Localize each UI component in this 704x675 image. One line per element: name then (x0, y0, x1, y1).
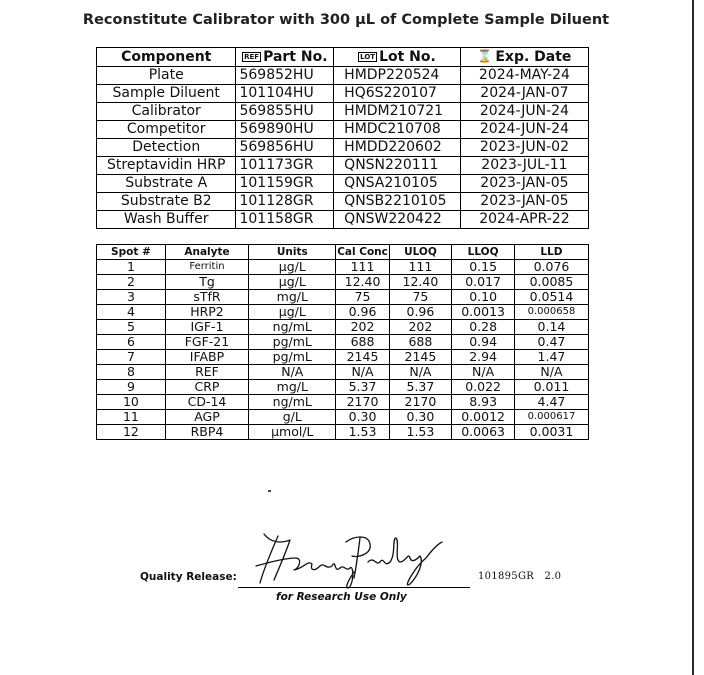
lot-header-label: Lot No. (379, 48, 436, 65)
exp-column-header (460, 48, 588, 67)
spot-row (97, 320, 589, 335)
spot-number-cell: 8 (97, 365, 166, 380)
analyte-cell: sTfR (165, 290, 248, 305)
spot-row (97, 260, 589, 275)
analyte-cell: REF (165, 365, 248, 380)
component-row (97, 139, 589, 157)
spot-number-cell: 10 (97, 395, 166, 410)
lot-column-header (334, 48, 461, 67)
lloq-cell: 0.022 (452, 380, 515, 395)
units-cell: µg/L (249, 305, 336, 320)
lld-column-header: LLD (514, 245, 588, 260)
lld-cell: 0.000658 (514, 305, 588, 320)
cal-conc-cell: 688 (336, 335, 389, 350)
doc-version: 2.0 (544, 571, 562, 582)
lloq-cell: 0.0063 (452, 425, 515, 440)
lot-number-cell: QNSB2210105 (334, 193, 461, 211)
exp-date-cell: 2024-JAN-07 (460, 85, 588, 103)
lld-cell: 4.47 (514, 395, 588, 410)
component-row (97, 211, 589, 229)
exp-header-label: Exp. Date (495, 49, 572, 65)
exp-date-cell: 2023-JUL-11 (460, 157, 588, 175)
cal-conc-cell: 1.53 (336, 425, 389, 440)
units-cell: µg/L (249, 275, 336, 290)
spots-body (97, 260, 589, 440)
uloq-cell: 1.53 (389, 425, 452, 440)
lld-cell: 0.0514 (514, 290, 588, 305)
units-cell: mg/L (249, 290, 336, 305)
lld-cell: 0.47 (514, 335, 588, 350)
ref-symbol-icon: REF (244, 52, 260, 61)
spot-number-column-header: Spot # (97, 245, 166, 260)
lot-symbol-icon: LOT (360, 52, 376, 61)
units-cell: pg/mL (249, 335, 336, 350)
part-number-cell: 101159GR (236, 175, 334, 193)
uloq-cell: 688 (389, 335, 452, 350)
analyte-cell: AGP (165, 410, 248, 425)
units-cell: ng/mL (249, 395, 336, 410)
analyte-cell: HRP2 (165, 305, 248, 320)
part-header-label: Part No. (263, 48, 328, 65)
uloq-cell: 111 (389, 260, 452, 275)
exp-date-cell: 2023-JAN-05 (460, 193, 588, 211)
components-header-row (97, 48, 589, 67)
units-cell: ng/mL (249, 320, 336, 335)
research-use-notice: for Research Use Only (276, 591, 407, 603)
component-row (97, 67, 589, 85)
spot-row (97, 350, 589, 365)
uloq-cell: 0.96 (389, 305, 452, 320)
uloq-cell: N/A (389, 365, 452, 380)
part-number-cell: 569890HU (236, 121, 334, 139)
uloq-cell: 5.37 (389, 380, 452, 395)
lld-cell: 0.0085 (514, 275, 588, 290)
part-number-cell: 569852HU (236, 67, 334, 85)
uloq-cell: 2145 (389, 350, 452, 365)
cal-conc-cell: N/A (336, 365, 389, 380)
analyte-cell: CRP (165, 380, 248, 395)
lloq-cell: 0.017 (452, 275, 515, 290)
spot-number-cell: 6 (97, 335, 166, 350)
component-row (97, 157, 589, 175)
lloq-cell: 0.94 (452, 335, 515, 350)
units-cell: pg/mL (249, 350, 336, 365)
lloq-cell: 0.0013 (452, 305, 515, 320)
uloq-cell: 0.30 (389, 410, 452, 425)
lld-cell: 0.076 (514, 260, 588, 275)
signature-line (238, 587, 470, 588)
page-title: Reconstitute Calibrator with 300 µL of Complete Sample Diluent (82, 12, 610, 28)
lld-cell: N/A (514, 365, 588, 380)
lot-number-cell: HMDM210721 (334, 103, 461, 121)
component-cell: Calibrator (97, 103, 236, 121)
spot-number-cell: 11 (97, 410, 166, 425)
part-number-cell: 569856HU (236, 139, 334, 157)
part-column-header (236, 48, 334, 67)
lot-number-cell: QNSW220422 (334, 211, 461, 229)
spot-row (97, 290, 589, 305)
spot-number-cell: 9 (97, 380, 166, 395)
lloq-cell: 0.15 (452, 260, 515, 275)
document-number (478, 571, 561, 582)
stray-mark (268, 490, 271, 492)
components-body (97, 67, 589, 229)
component-cell: Substrate B2 (97, 193, 236, 211)
exp-date-cell: 2024-APR-22 (460, 211, 588, 229)
analyte-cell: IFABP (165, 350, 248, 365)
lloq-cell: 8.93 (452, 395, 515, 410)
lot-number-cell: HQ6S220107 (334, 85, 461, 103)
lld-cell: 0.011 (514, 380, 588, 395)
lloq-cell: N/A (452, 365, 515, 380)
units-cell: mg/L (249, 380, 336, 395)
spot-row (97, 395, 589, 410)
spot-number-cell: 2 (97, 275, 166, 290)
spot-number-cell: 5 (97, 320, 166, 335)
spot-row (97, 275, 589, 290)
lloq-cell: 0.0012 (452, 410, 515, 425)
spot-number-cell: 12 (97, 425, 166, 440)
page-edge-line (692, 0, 694, 675)
lld-cell: 1.47 (514, 350, 588, 365)
uloq-cell: 202 (389, 320, 452, 335)
component-cell: Detection (97, 139, 236, 157)
uloq-cell: 12.40 (389, 275, 452, 290)
component-cell: Competitor (97, 121, 236, 139)
lot-number-cell: QNSN220111 (334, 157, 461, 175)
exp-date-cell: 2023-JAN-05 (460, 175, 588, 193)
exp-date-cell: 2024-JUN-24 (460, 103, 588, 121)
uloq-column-header: ULOQ (389, 245, 452, 260)
units-cell: g/L (249, 410, 336, 425)
exp-date-cell: 2024-JUN-24 (460, 121, 588, 139)
cal-conc-column-header: Cal Conc (337, 246, 388, 258)
component-row (97, 121, 589, 139)
cal-conc-cell: 75 (336, 290, 389, 305)
component-row (97, 193, 589, 211)
part-number-cell: 101158GR (236, 211, 334, 229)
analyte-cell: IGF-1 (165, 320, 248, 335)
spot-number-cell: 7 (97, 350, 166, 365)
lot-number-cell: HMDD220602 (334, 139, 461, 157)
cal-conc-cell: 111 (336, 260, 389, 275)
component-cell: Wash Buffer (97, 211, 236, 229)
analyte-column-header: Analyte (165, 245, 248, 260)
components-table (96, 47, 589, 229)
lloq-column-header: LLOQ (452, 245, 515, 260)
cal-conc-cell: 2170 (336, 395, 389, 410)
component-row (97, 85, 589, 103)
units-cell: µmol/L (249, 425, 336, 440)
component-cell: Streptavidin HRP (97, 157, 236, 175)
spot-number-cell: 1 (97, 260, 166, 275)
analyte-cell: RBP4 (165, 425, 248, 440)
spots-header-row (97, 245, 589, 260)
spot-row (97, 335, 589, 350)
lloq-cell: 2.94 (452, 350, 515, 365)
uloq-cell: 75 (389, 290, 452, 305)
cal-conc-cell: 12.40 (336, 275, 389, 290)
component-cell: Plate (97, 67, 236, 85)
lot-number-cell: HMDC210708 (334, 121, 461, 139)
analyte-cell: Tg (165, 275, 248, 290)
analyte-cell: Ferritin (165, 260, 248, 275)
analyte-cell: FGF-21 (165, 335, 248, 350)
exp-date-cell: 2023-JUN-02 (460, 139, 588, 157)
units-column-header: Units (249, 245, 336, 260)
cal-conc-cell: 0.30 (336, 410, 389, 425)
lloq-cell: 0.10 (452, 290, 515, 305)
cal-conc-cell: 202 (336, 320, 389, 335)
doc-number: 101895GR (478, 571, 535, 582)
cal-conc-cell: 0.96 (336, 305, 389, 320)
spot-row (97, 425, 589, 440)
lld-cell: 0.14 (514, 320, 588, 335)
part-number-cell: 101104HU (236, 85, 334, 103)
component-row (97, 103, 589, 121)
lld-cell: 0.000617 (514, 410, 588, 425)
spot-row (97, 410, 589, 425)
handwritten-signature (250, 528, 450, 590)
analyte-cell: CD-14 (165, 395, 248, 410)
lot-number-cell: QNSA210105 (334, 175, 461, 193)
part-number-cell: 569855HU (236, 103, 334, 121)
lloq-cell: 0.28 (452, 320, 515, 335)
component-column-header: Component (97, 48, 236, 67)
spots-table (96, 244, 589, 440)
lld-cell: 0.0031 (514, 425, 588, 440)
part-number-cell: 101128GR (236, 193, 334, 211)
component-cell: Sample Diluent (97, 85, 236, 103)
part-number-cell: 101173GR (236, 157, 334, 175)
units-cell: µg/L (249, 260, 336, 275)
spot-row (97, 380, 589, 395)
quality-release-label: Quality Release: (140, 571, 237, 583)
uloq-cell: 2170 (389, 395, 452, 410)
component-row (97, 175, 589, 193)
spot-row (97, 305, 589, 320)
lot-number-cell: HMDP220524 (334, 67, 461, 85)
cal-conc-cell: 5.37 (336, 380, 389, 395)
cal-conc-cell: 2145 (336, 350, 389, 365)
component-cell: Substrate A (97, 175, 236, 193)
spot-number-cell: 4 (97, 305, 166, 320)
spot-row (97, 365, 589, 380)
hourglass-icon: ⌛ (477, 49, 493, 63)
units-cell: N/A (249, 365, 336, 380)
spot-number-cell: 3 (97, 290, 166, 305)
exp-date-cell: 2024-MAY-24 (460, 67, 588, 85)
